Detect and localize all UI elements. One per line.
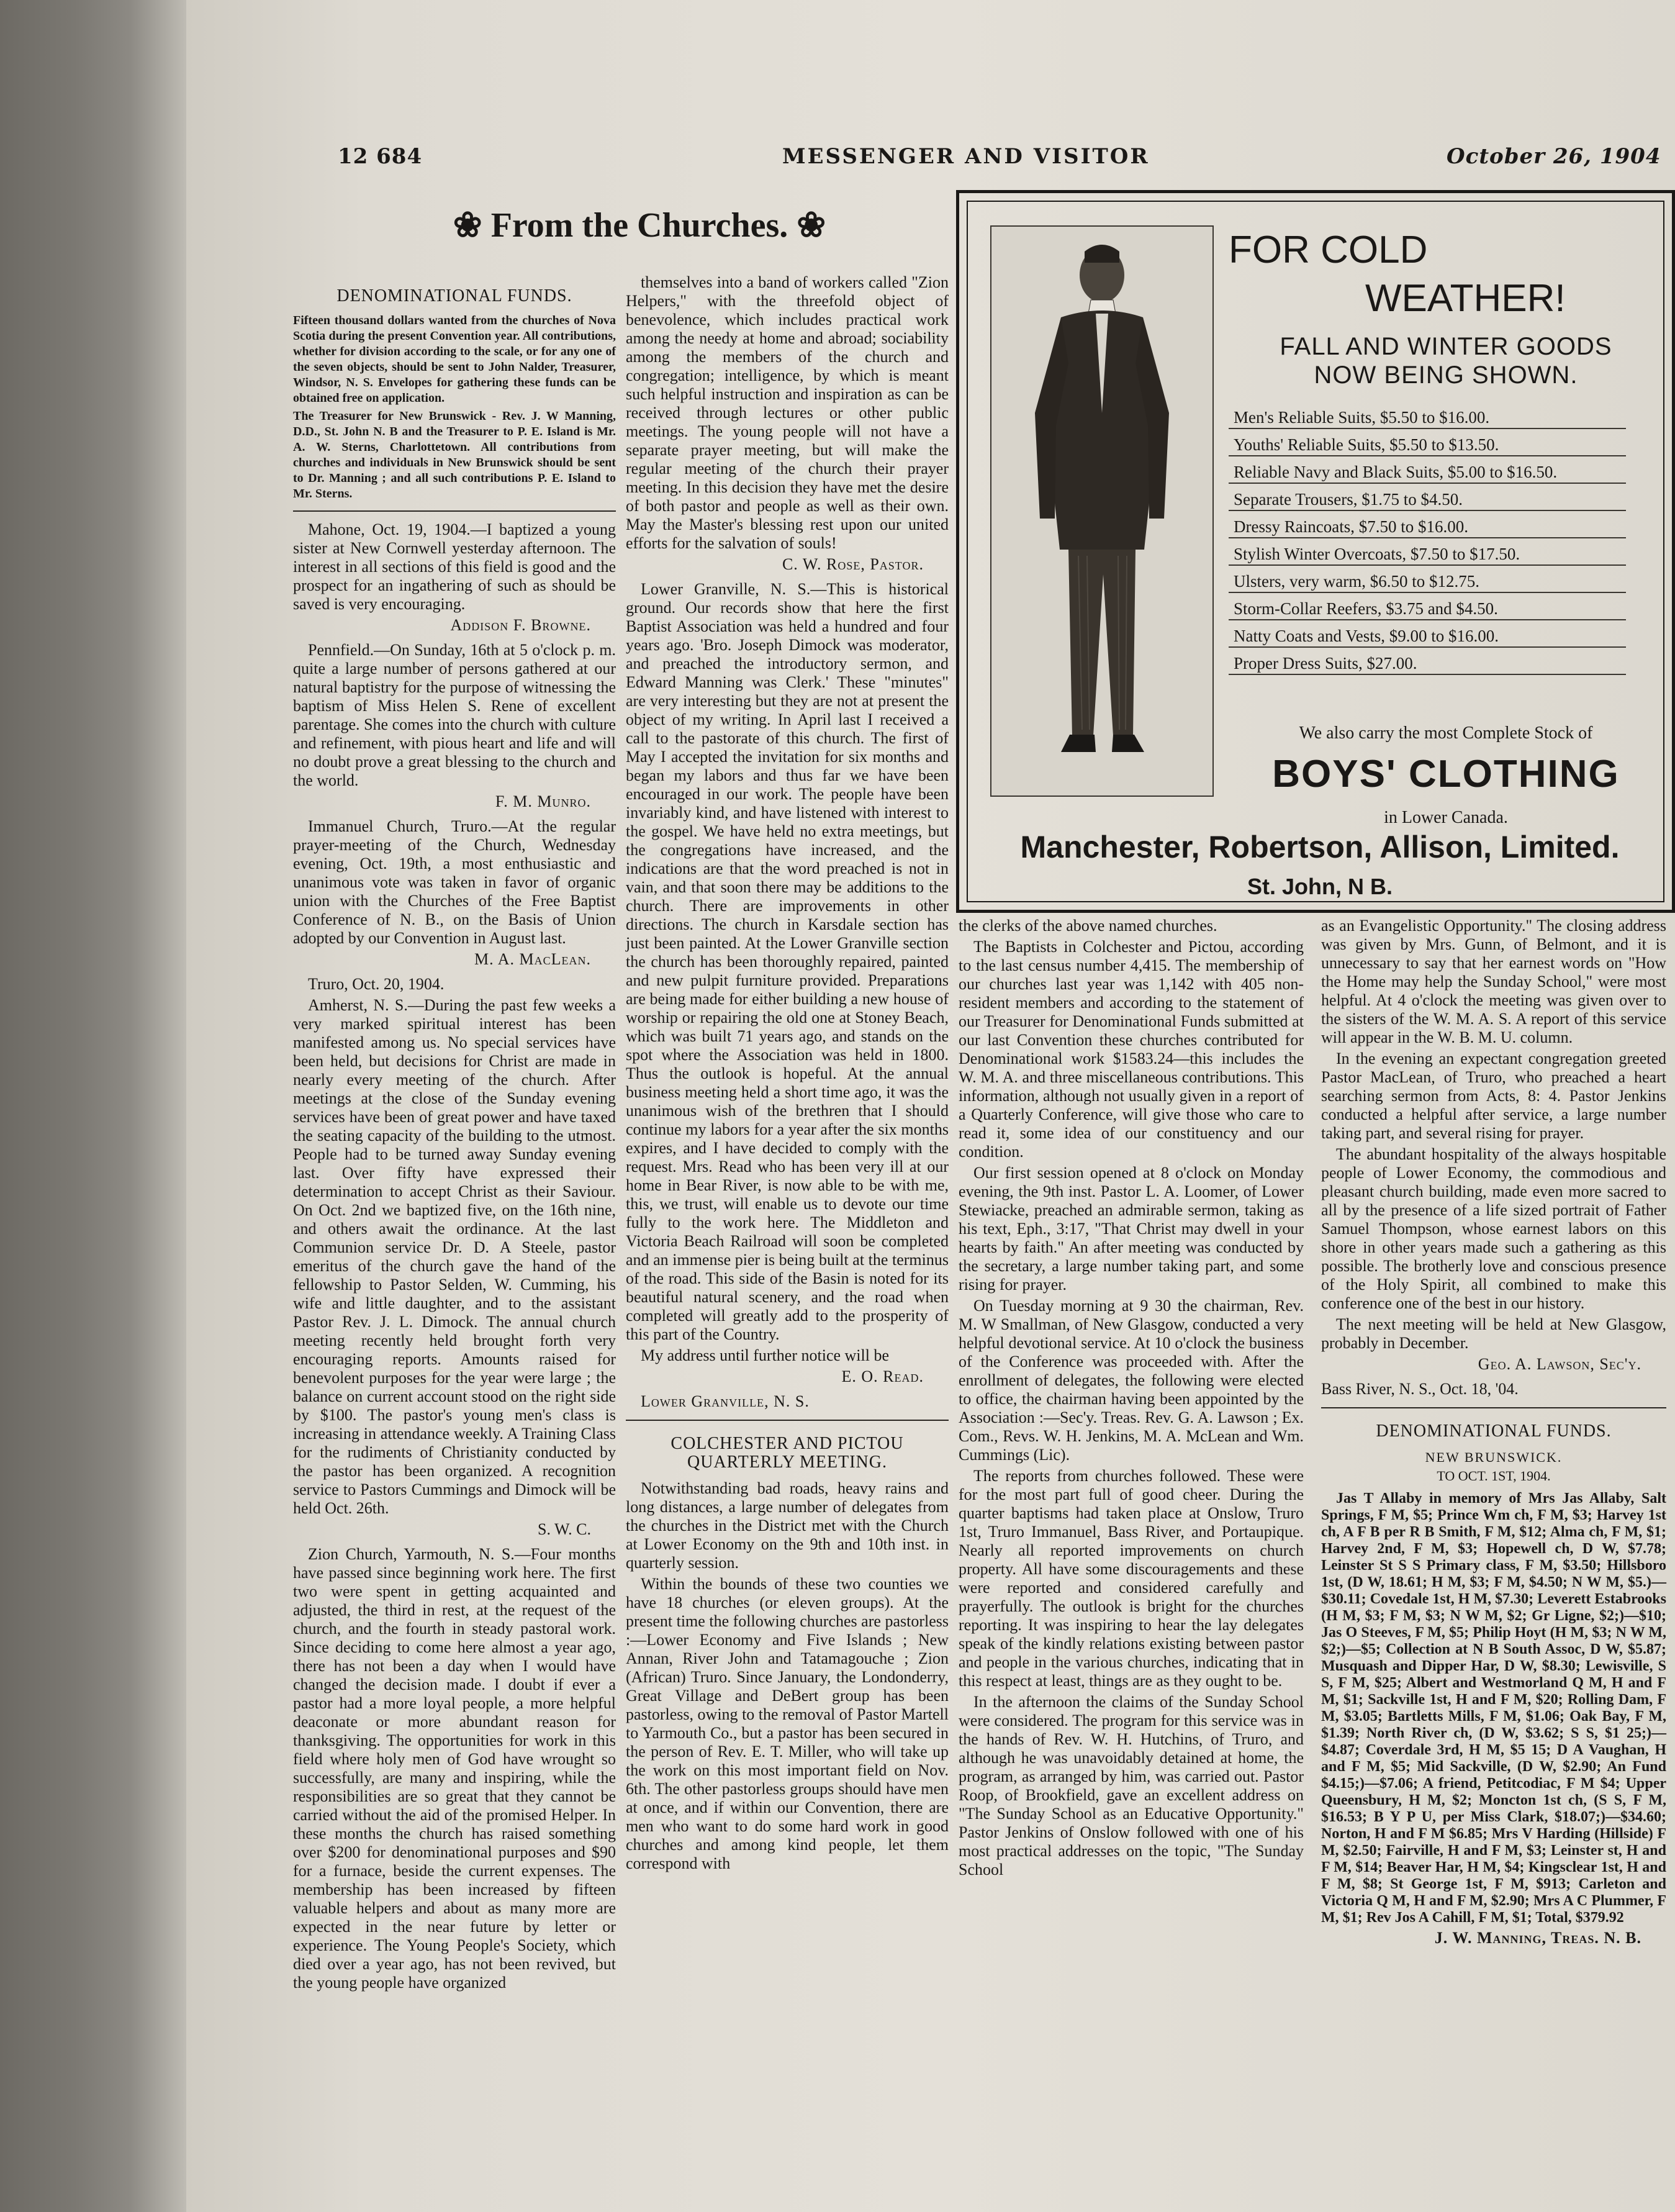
address-note: My address until further notice will be — [641, 1346, 890, 1364]
illustration-frame — [990, 225, 1214, 797]
page-number: 12 684 — [338, 144, 423, 169]
price-item: Men's Reliable Suits, $5.50 to $16.00. — [1229, 402, 1626, 429]
colchester-title: COLCHESTER AND PICTOU QUARTERLY MEETING. — [670, 1434, 904, 1472]
article-baptists: The Baptists in Colchester and Pictou, according to the last census number 4,415. The membership of our churches last year was 1,142 with 405 non-resident members and according to the statement of our Treasurer for Denominational Funds submitted at our last Convention these churches contributed for Denominational work $1583.24—this includes the W. M. A. and three miscellaneous contributions. This information, although not usually given in a report of a Quarterly Conference, will give those who care to read it, some idea of our constituency and our condition. — [959, 938, 1304, 1161]
column-3 — [959, 917, 1304, 1882]
article-session: Our first session opened at 8 o'clock on Monday evening, the 9th inst. Pastor L. A. Loomer, of Lower Stewiacke, preached an admirable sermon, taking as his text, Eph., 3:17, "That Christ may dwell in your hearts by faith." An after meeting was conducted by the secretary, a large number taking part, and some rising for prayer. — [959, 1164, 1304, 1294]
ad-carry-line: We also carry the most Complete Stock of — [1299, 723, 1593, 743]
ad-headline-cold: FOR COLD — [1229, 229, 1428, 271]
divider — [626, 1420, 949, 1421]
article-within: Within the bounds of these two counties we have 18 churches (or eleven groups). At the present time the following churches are pastorless :—Lower Economy and Five Islands ; New Annan, River John and Tatamagouche ; Zion (African) Truro. Since January, the Londonderry, Great Village and DeBert group has been pastorless, owing to the removal of Pastor Martell to Yarmouth Co., but a pastor has been secured in the person of Rev. E. T. Miller, who will take up the work on this most important field on Nov. 6th. The other pastorless groups should have men at once, and if within our Convention, there are men who want to do some hard work in good churches and among kind people, let them correspond with — [626, 1575, 949, 1872]
article-clerks: the clerks of the above named churches. — [959, 917, 1217, 935]
ornament-right-icon: ❀ — [797, 206, 826, 245]
article-hospitality: The abundant hospitality of the always hospitable people of Lower Economy, the commodious and pleasant church building, made even more sacred to all by the presence of a life sized portrait of Father Samuel Thompson, whose earnest labors on this shore in other years made such a gathering as this possible. The brotherly love and conscious presence of the Holy Spirit, all combined to make this conference one of the best in our history. — [1321, 1145, 1666, 1312]
signature: S. W. C. — [538, 1520, 591, 1538]
dateline: Bass River, N. S., Oct. 18, '04. — [1321, 1380, 1519, 1398]
nb-funds-list: Jas T Allaby in memory of Mrs Jas Allaby, Salt Springs, F M, $5; Prince Wm ch, F M, $3; Harvey 1st ch, A F B per R B Smith, F M, $12; Alma ch, F M, $1; Harvey 2nd, F M, $3; Hopewell ch, D W, $7.78; Leinster St S S Primary class, F M, $3.50; Hillsboro 1st, (D W, 18.61; H M, $3; F M, $4.50; N W M, $5.)—$30.11; Covedale 1st, H M, $7.30; Leverett Estabrooks (H M, $3; F M, $3; N W M, $2; Gr Ligne, $2;)—$10; Jas O Steeves, F M, $5; Philip Hoyt (H M, $3; N W M, $2;)—$5; Collection at N B South Assoc, D W, $5.87; Musquash and Dipper Har, D W, $8.30; Lewisville, S S, F M, $25; Albert and Westmorland Q M, H and F M, $1; Sackville 1st, H and F M, $20; Rolling Dam, F M, $3.05; Bartletts Mills, F M, $1.06; Oak Bay, F M, $1.39; North River ch, (D W, $3.62; S S, $1 25;)—$4.87; Coverdale 3rd, H M, $5 15; D A Vaughan, H and F M, $5; Mid Sackville, (D W, $2.90; An Fund $4.15;)—$7.06; A friend, Petitcodiac, F M $4; Upper Queensbury, H M, $2; Moncton 1st ch, (S S, F M, $16.53; B Y P U, per Miss Clark, $18.07;)—$34.60; Norton, H and F M $6.85; Mrs V Harding (Hillside) F M, $2.50; Fairville, H and F M, $3; Leinster st, H and F M, $14; Beaver Har, H M, $4; Kingsclear 1st, H and F M, $8; St George 1st, F M, $913; Carleton and Victoria Q M, H and F M, $2.90; Mrs A C Plummer, F M, $1; Rev Jos A Cahill, F M, $1; Total, $379.92 — [1321, 1490, 1666, 1926]
article-colchester: Notwithstanding bad roads, heavy rains and long distances, a large number of delegates from the churches in the District met with the Church at Lower Economy on the 9th and 10th inst. in quarterly session. — [626, 1479, 949, 1572]
article-zion: Zion Church, Yarmouth, N. S.—Four months have passed since beginning work here. The first two were spent in getting acquainted and adjusted, the third in rest, at the request of the church, and the fourth in steady pastoral work. Since deciding to come here almost a year ago, there has not been a day when I would have changed the decision made. I doubt if ever a pastor had a more loyal people, a more helpful deaconate or more abundant reason for thanksgiving. The opportunities for work in this field where holy men of God have wrought so successfully, are many and inspiring, while the responsibilities are so great that they cannot be carried without the aid of the promised Helper. In these months the church has raised something over $200 for denominational purposes and $90 for a furnace, beside the current expenses. The membership has been increased by fifteen valuable helpers and about as many more are expected in the near future by letter or experience. The Young People's Society, which died over a year ago, has not been revived, but the young people have organized — [293, 1545, 616, 1992]
ad-city: St. John, N B. — [1247, 874, 1393, 899]
book-binding-shadow — [0, 0, 186, 2212]
signature: C. W. Rose, Pastor. — [782, 555, 924, 573]
advertisement — [956, 190, 1675, 913]
section-heading — [422, 205, 857, 245]
ad-subheadline-line1: FALL AND WINTER GOODS — [1280, 333, 1612, 360]
price-item: Separate Trousers, $1.75 to $4.50. — [1229, 484, 1626, 511]
article-granville: Lower Granville, N. S.—This is historical ground. Our records show that here the first Baptist Association was held a hundred and four years ago. 'Bro. Joseph Dimock was moderator, and preached the introductory sermon, and Edward Manning was Clerk.' These "minutes" are very interesting but they are not at present the object of my writing. In April last I received a call to the pastorate of this church. The first of May I accepted the invitation for six months and began my labors and thus far we have been encouraged in our work. The people have been invariably kind, and have listened with interest to the gospel. We have held no extra meetings, but the congregations have increased, and the indications are that the word preached is not in vain, and that soon there may be additions to the church. There are improvements in other directions. The church in Karsdale section has just been painted. At the Lower Granville section the church has been thoroughly repaired, painted and new pulpit furniture provided. Preparations are being made for either building a new house of worship or repairing the old one at Stoney Beach, which was built 71 years ago, and stands on the spot where the Association was held in 1800. Thus the outlook is hopeful. At the annual business meeting held a short time ago, it was the unanimous wish of the brethren that I should continue my labors for a year after the six months expires, and I have decided to comply with the request. Mrs. Read who has been very ill at our home in Bear River, is now able to be with me, this, we trust, will enable us to devote our time fully to the work here. The Middleton and Victoria Beach Railroad will soon be completed and an immense pier is being built at the terminus of the road. This side of the Basin is noted for its beautiful natural scenery, and the road when completed will greatly add to the prosperity of this part of the Country. — [626, 580, 949, 1343]
ad-firm-name: Manchester, Robertson, Allison, Limited. — [1020, 830, 1620, 864]
signature: Geo. A. Lawson, Sec'y. — [1478, 1355, 1641, 1373]
price-item: Ulsters, very warm, $6.50 to $12.75. — [1229, 566, 1626, 593]
ad-inner-frame — [967, 201, 1664, 902]
price-item: Storm-Collar Reefers, $3.75 and $4.50. — [1229, 593, 1626, 620]
dateline: Truro, Oct. 20, 1904. — [308, 975, 445, 993]
section-title: From the Churches. — [490, 206, 788, 245]
divider — [1321, 1407, 1666, 1408]
divider — [293, 510, 616, 512]
article-mahone: Mahone, Oct. 19, 1904.—I baptized a young sister at New Cornwell yesterday afternoon. The interest in all sections of this field is good and the prospect for an ingathering of such as should be saved is very encouraging. — [293, 520, 616, 613]
column-1 — [293, 273, 616, 1995]
nb-funds-title: DENOMINATIONAL FUNDS. — [1376, 1421, 1612, 1441]
ad-region: in Lower Canada. — [1384, 808, 1508, 827]
treasurer-notice: The Treasurer for New Brunswick - Rev. J. W Manning, D.D., St. John N. B and the Treasurer to P. E. Island is Mr. A. W. Sterns, Charlottetown. All contributions from churches and individuals in New Brunswick should be sent to Dr. Manning ; and all such contributions P. E. Island to Mr. Sterns. — [293, 409, 616, 501]
column-4 — [1321, 917, 1666, 1954]
article-tuesday: On Tuesday morning at 9 30 the chairman, Rev. M. W Smallman, of New Glasgow, conducted a very helpful devotional service. At 10 o'clock the business of the Conference was proceeded with. After the enrollment of delegates, the following were elected to office, the chairman having been appointed by the Association :—Sec'y. Treas. Rev. G. A. Lawson ; Ex. Com., Revs. W. H. Jenkins, M. A. McLean and Wm. Cummings (Lic). — [959, 1297, 1304, 1464]
article-evangelistic: as an Evangelistic Opportunity." The closing address was given by Mrs. Gunn, of Belmont, and it is unnecessary to say that her earnest words on "How the Home may help the Sunday School," were most helpful. At 4 o'clock the meeting was given over to the sisters of the W. M. A. S. A report of this service will appear in the W. B. M. U. column. — [1321, 917, 1666, 1046]
masthead: MESSENGER AND VISITOR — [782, 144, 1150, 169]
newspaper-page — [186, 0, 1675, 2212]
article-amherst: Amherst, N. S.—During the past few weeks a very marked spiritual interest has been manifested among us. No special services have been held, but decisions for Christ are made in nearly every meeting of the church. After meetings at the close of the Sunday evening services have been of great power and have taxed the seating capacity of the building to the utmost. People had to be turned away Sunday evening last. Over fifty have expressed their determination to accept Christ as their Saviour. On Oct. 2nd we baptized five, on the 16th nine, and others await the ordinance. At the last Communion service Dr. D. A Steele, pastor emeritus of the church gave the hand of the fellowship to Pastor Selden, W. Cumming, his wife and little daughter, and to the assistant Pastor Rev. J. L. Dimock. The annual church meeting recently held brought forth very encouraging reports. Amounts raised for benevolent purposes for the year were large ; the balance on current account stood on the right side by $100. The pastor's young men's class is increasing in attendance weekly. A Training Class for the rudiments of Christianity conducted by the pastor has been organized. A recognition service to Pastors Cummings and Dimock will be held Oct. 26th. — [293, 996, 616, 1517]
article-pennfield: Pennfield.—On Sunday, 16th at 5 o'clock p. m. quite a large number of persons gathered at our natural baptistry for the purpose of witnessing the baptism of Miss Helen S. Rene of excellent parentage. She comes into the church with culture and refinement, with pious heart and life and will no doubt prove a great blessing to the church and the world. — [293, 641, 616, 789]
price-item: Reliable Navy and Black Suits, $5.00 to $16.50. — [1229, 456, 1626, 484]
price-item: Natty Coats and Vests, $9.00 to $16.00. — [1229, 620, 1626, 648]
price-item: Stylish Winter Overcoats, $7.50 to $17.50. — [1229, 538, 1626, 566]
price-item: Dressy Raincoats, $7.50 to $16.00. — [1229, 511, 1626, 538]
nb-funds-subtitle: NEW BRUNSWICK. — [1425, 1449, 1563, 1465]
column-2 — [626, 273, 949, 1875]
man-in-suit-icon — [991, 227, 1212, 796]
funds-title: DENOMINATIONAL FUNDS. — [336, 286, 572, 306]
signature: J. W. Manning, Treas. N. B. — [1434, 1929, 1641, 1947]
signature: Addison F. Browne. — [450, 616, 591, 634]
price-list — [1229, 402, 1626, 675]
ad-subheadline — [1229, 332, 1663, 389]
signature: F. M. Munro. — [495, 792, 591, 810]
signature: M. A. MacLean. — [474, 950, 591, 968]
nb-funds-date: TO OCT. 1ST, 1904. — [1437, 1468, 1551, 1484]
issue-date: October 26, 1904 — [1447, 144, 1661, 169]
funds-notice: Fifteen thousand dollars wanted from the churches of Nova Scotia during the present Convention year. All contributions, whether for division according to the scale, or for any one of the seven objects, should be sent to John Nalder, Treasurer, Windsor, N. S. Envelopes for gathering these funds can be obtained free on application. — [293, 314, 616, 405]
place-line: Lower Granville, N. S. — [641, 1392, 810, 1410]
signature: E. O. Read. — [841, 1367, 924, 1385]
article-evening: In the evening an expectant congregation greeted Pastor MacLean, of Truro, who preached a heart searching sermon from Acts, 8: 4. Pastor Jenkins conducted a helpful after service, a large number taking part, and several rising for prayer. — [1321, 1049, 1666, 1142]
ad-boys-clothing: BOYS' CLOTHING — [1272, 753, 1620, 796]
ad-headline-weather: WEATHER! — [1365, 277, 1566, 320]
ad-subheadline-line2: NOW BEING SHOWN. — [1314, 361, 1578, 389]
price-item: Proper Dress Suits, $27.00. — [1229, 648, 1626, 675]
article-next-meeting: The next meeting will be held at New Glasgow, probably in December. — [1321, 1315, 1666, 1352]
article-reports: The reports from churches followed. These were for the most part full of good cheer. During the quarter baptisms had taken place at Onslow, Truro 1st, Truro Immanuel, Bass River, and Portaupique. Nearly all reported improvements on church property. All have some discouragements and these were reported and considered carefully and prayerfully. The outlook is bright for the churches reporting. It was inspiring to hear the lay delegates speak of the kindly relations existing between pastor and people in the various churches, indicating that in this respect at least, things are as they ought to be. — [959, 1467, 1304, 1690]
article-zion-continued: themselves into a band of workers called "Zion Helpers," with the threefold object of benevolence, which includes practical work among the needy at home and abroad; sociability among the members of the church and congregation; intelligence, by which is meant such helpful instruction and inspiration as can be received through lectures or other public meetings. The young people will not have a separate prayer meeting, but will make the regular meeting of the church their prayer meeting. In this decision they have met the desire of both pastor and people as well as their own. May the Master's blessing rest upon our united efforts for the salvation of souls! — [626, 273, 949, 552]
ornament-left-icon: ❀ — [453, 206, 482, 245]
article-immanuel: Immanuel Church, Truro.—At the regular prayer-meeting of the Church, Wednesday evening, Oct. 19th, a most enthusiastic and unanimous vote was taken in favor of organic union with the Churches of the Free Baptist Conference of N. B., on the Basis of Union adopted by our Convention in August last. — [293, 817, 616, 947]
article-afternoon: In the afternoon the claims of the Sunday School were considered. The program for this service was in the hands of Rev. W. H. Hutchins, of Truro, and although he was unavoidably detained at home, the program, as arranged by him, was carried out. Pastor Roop, of Brookfield, gave an excellent address on "The Sunday School as an Educative Opportunity." Pastor Jenkins of Onslow followed with one of his most practical addresses on the topic, "The Sunday School — [959, 1693, 1304, 1879]
price-item: Youths' Reliable Suits, $5.50 to $13.50. — [1229, 429, 1626, 456]
